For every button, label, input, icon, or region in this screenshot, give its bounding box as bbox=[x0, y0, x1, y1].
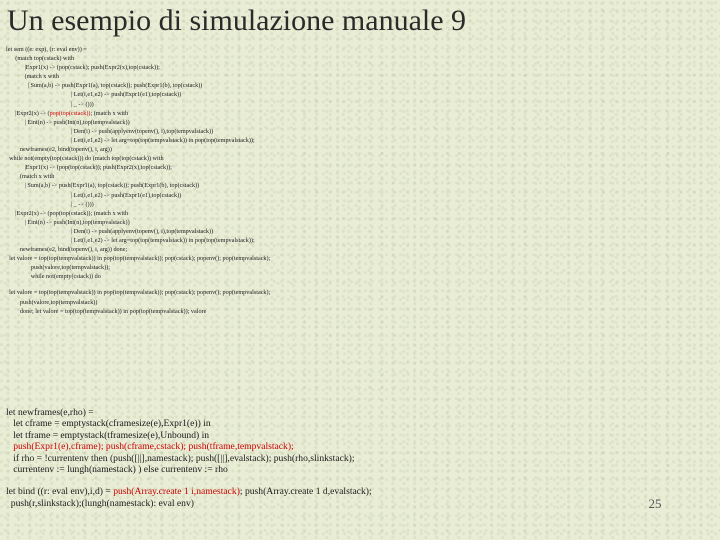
code-line bbox=[6, 236, 714, 245]
code-line bbox=[6, 407, 646, 418]
code-line bbox=[6, 163, 714, 172]
code-text: | _ -> ())) bbox=[6, 100, 94, 108]
code-text: newframes(e2, bind(topenv(), i, arg)) done; bbox=[6, 246, 128, 254]
code-text: | Sum(a,b) -> push(Expr1(a), top(cstack)); push(Expr1(b), top(cstack)) bbox=[6, 82, 203, 90]
code-line bbox=[6, 430, 646, 441]
code-line bbox=[6, 475, 646, 486]
code-line bbox=[6, 464, 646, 475]
code-line bbox=[6, 63, 714, 72]
code-text: (match x with bbox=[6, 173, 55, 181]
code-line bbox=[6, 54, 714, 63]
code-line bbox=[6, 118, 714, 127]
code-text: newframes(e2, bind(topenv(), i, arg)) bbox=[6, 146, 112, 154]
code-line bbox=[6, 288, 714, 297]
code-line bbox=[6, 272, 714, 281]
code-line bbox=[6, 181, 714, 190]
code-line bbox=[6, 200, 714, 209]
code-line bbox=[6, 453, 646, 464]
code-text: (match x with bbox=[6, 73, 59, 81]
code-text: let valore = top(top(tempvalstack)) in pop(top(tempvalstack)); pop(cstack); popenv(); pop(tempvalstack); bbox=[6, 255, 271, 263]
code-line bbox=[6, 418, 646, 429]
definitions-block bbox=[6, 407, 646, 509]
code-text: | Let(i,e1,e2) -> let arg=top(top(tempvalstack)) in pop(top(tempvalstack)); bbox=[6, 236, 255, 244]
code-line bbox=[6, 90, 714, 99]
code-text: push(r,slinkstack);(lungh(namestack): eval env) bbox=[6, 497, 194, 509]
code-text: |Expr2(x) -> (pop(top(cstack)); (match x with bbox=[6, 209, 129, 217]
code-text: | Let(i,e1,e2) -> push(Expr1(e1),top(cstack)) bbox=[6, 191, 182, 199]
code-text: let cframe = emptystack(cframesize(e),Expr1(e)) in bbox=[6, 418, 211, 430]
code-line bbox=[6, 227, 714, 236]
code-text: |Expr1(x) -> (pop(cstack); push(Expr2(x),top(cstack)); bbox=[6, 64, 160, 72]
code-line bbox=[6, 109, 714, 118]
code-text: |Expr2(x) -> ( bbox=[6, 109, 50, 117]
code-text: let newframes(e,rho) = bbox=[6, 407, 94, 418]
highlighted-code: push(Array.create 1 i,namestack) bbox=[113, 486, 240, 498]
code-line bbox=[6, 218, 714, 227]
code-line bbox=[6, 127, 714, 136]
code-line bbox=[6, 209, 714, 218]
code-line bbox=[6, 81, 714, 90]
page-number: 25 bbox=[648, 496, 662, 511]
code-line bbox=[6, 441, 646, 452]
code-text: push(valore,top(tempvalstack)) bbox=[6, 298, 98, 306]
code-text: | Den(i) -> push(applyenv(topenv(), i),top(tempvalstack)) bbox=[6, 227, 214, 235]
code-text: while not(empty(cstack)) do bbox=[6, 273, 101, 281]
code-text: ; push(Array.create 1 d,evalstack); bbox=[239, 486, 372, 498]
code-text: let valore = top(top(tempvalstack)) in pop(top(tempvalstack)); pop(cstack); popenv(); pop(tempvalstack); bbox=[6, 289, 271, 297]
code-block bbox=[6, 45, 714, 316]
code-text: done; let valore = top(top(tempvalstack)) in pop(top(tempvalstack)); valore bbox=[6, 307, 207, 315]
code-text: | Sum(a,b) -> push(Expr1(a), top(cstack)); push(Expr1(b), top(cstack)) bbox=[6, 182, 200, 190]
code-text: | _ -> ())) bbox=[6, 200, 94, 208]
code-text: currentenv := lungh(namestack) ) else currentenv := rho bbox=[6, 463, 228, 475]
code-text: while not(empty(top(cstack))) do (match top(top(cstack)) with bbox=[6, 155, 164, 163]
code-text: ; (match x with bbox=[90, 109, 129, 117]
code-line bbox=[6, 172, 714, 181]
code-line bbox=[6, 145, 714, 154]
highlighted-code: pop(top(cstack)) bbox=[49, 109, 91, 117]
code-text: |Expr1(x) -> (pop(top(cstack)); push(Expr2(x),top(cstack)); bbox=[6, 164, 172, 172]
slide-title: Un esempio di simulazione manuale 9 bbox=[7, 4, 467, 37]
code-line bbox=[6, 245, 714, 254]
code-line bbox=[6, 100, 714, 109]
highlighted-code: push(Expr1(e),cframe); push(cframe,cstack); push(tframe,tempvalstack); bbox=[6, 441, 294, 453]
code-text: | Let(i,e1,e2) -> push(Expr1(e1),top(cstack)) bbox=[6, 91, 182, 99]
code-line bbox=[6, 72, 714, 81]
code-text: | Eint(n) -> push(Int(n),top(tempvalstack)) bbox=[6, 118, 130, 126]
code-line bbox=[6, 263, 714, 272]
code-line bbox=[6, 298, 714, 307]
code-line bbox=[6, 498, 646, 509]
code-text: | Den(i) -> push(applyenv(topenv(), i),top(tempvalstack)) bbox=[6, 127, 214, 135]
code-text: let sem ((e: exp), (r: eval env)) = bbox=[6, 46, 87, 53]
code-text: if rho = !currentenv then (push([||],namestack); push([||],evalstack); push(rho,slinkstack); bbox=[6, 452, 355, 464]
code-text: (match top(cstack) with bbox=[6, 55, 75, 63]
code-text: push(valore,top(tempvalstack)); bbox=[6, 264, 110, 272]
code-text: | Eint(n) -> push(Int(n),top(tempvalstack)) bbox=[6, 218, 130, 226]
code-line bbox=[6, 45, 714, 54]
code-line bbox=[6, 486, 646, 497]
code-text: let tframe = emptystack(tframesize(e),Unbound) in bbox=[6, 429, 210, 441]
code-line bbox=[6, 154, 714, 163]
code-line bbox=[6, 191, 714, 200]
code-line bbox=[6, 254, 714, 263]
code-line bbox=[6, 307, 714, 316]
code-line bbox=[6, 281, 714, 288]
code-text: let bind ((r: eval env),i,d) = bbox=[6, 486, 114, 498]
code-line bbox=[6, 136, 714, 145]
code-text: | Let(i,e1,e2) -> let arg=top(top(tempvalstack)) in pop(top(tempvalstack)); bbox=[6, 136, 255, 144]
